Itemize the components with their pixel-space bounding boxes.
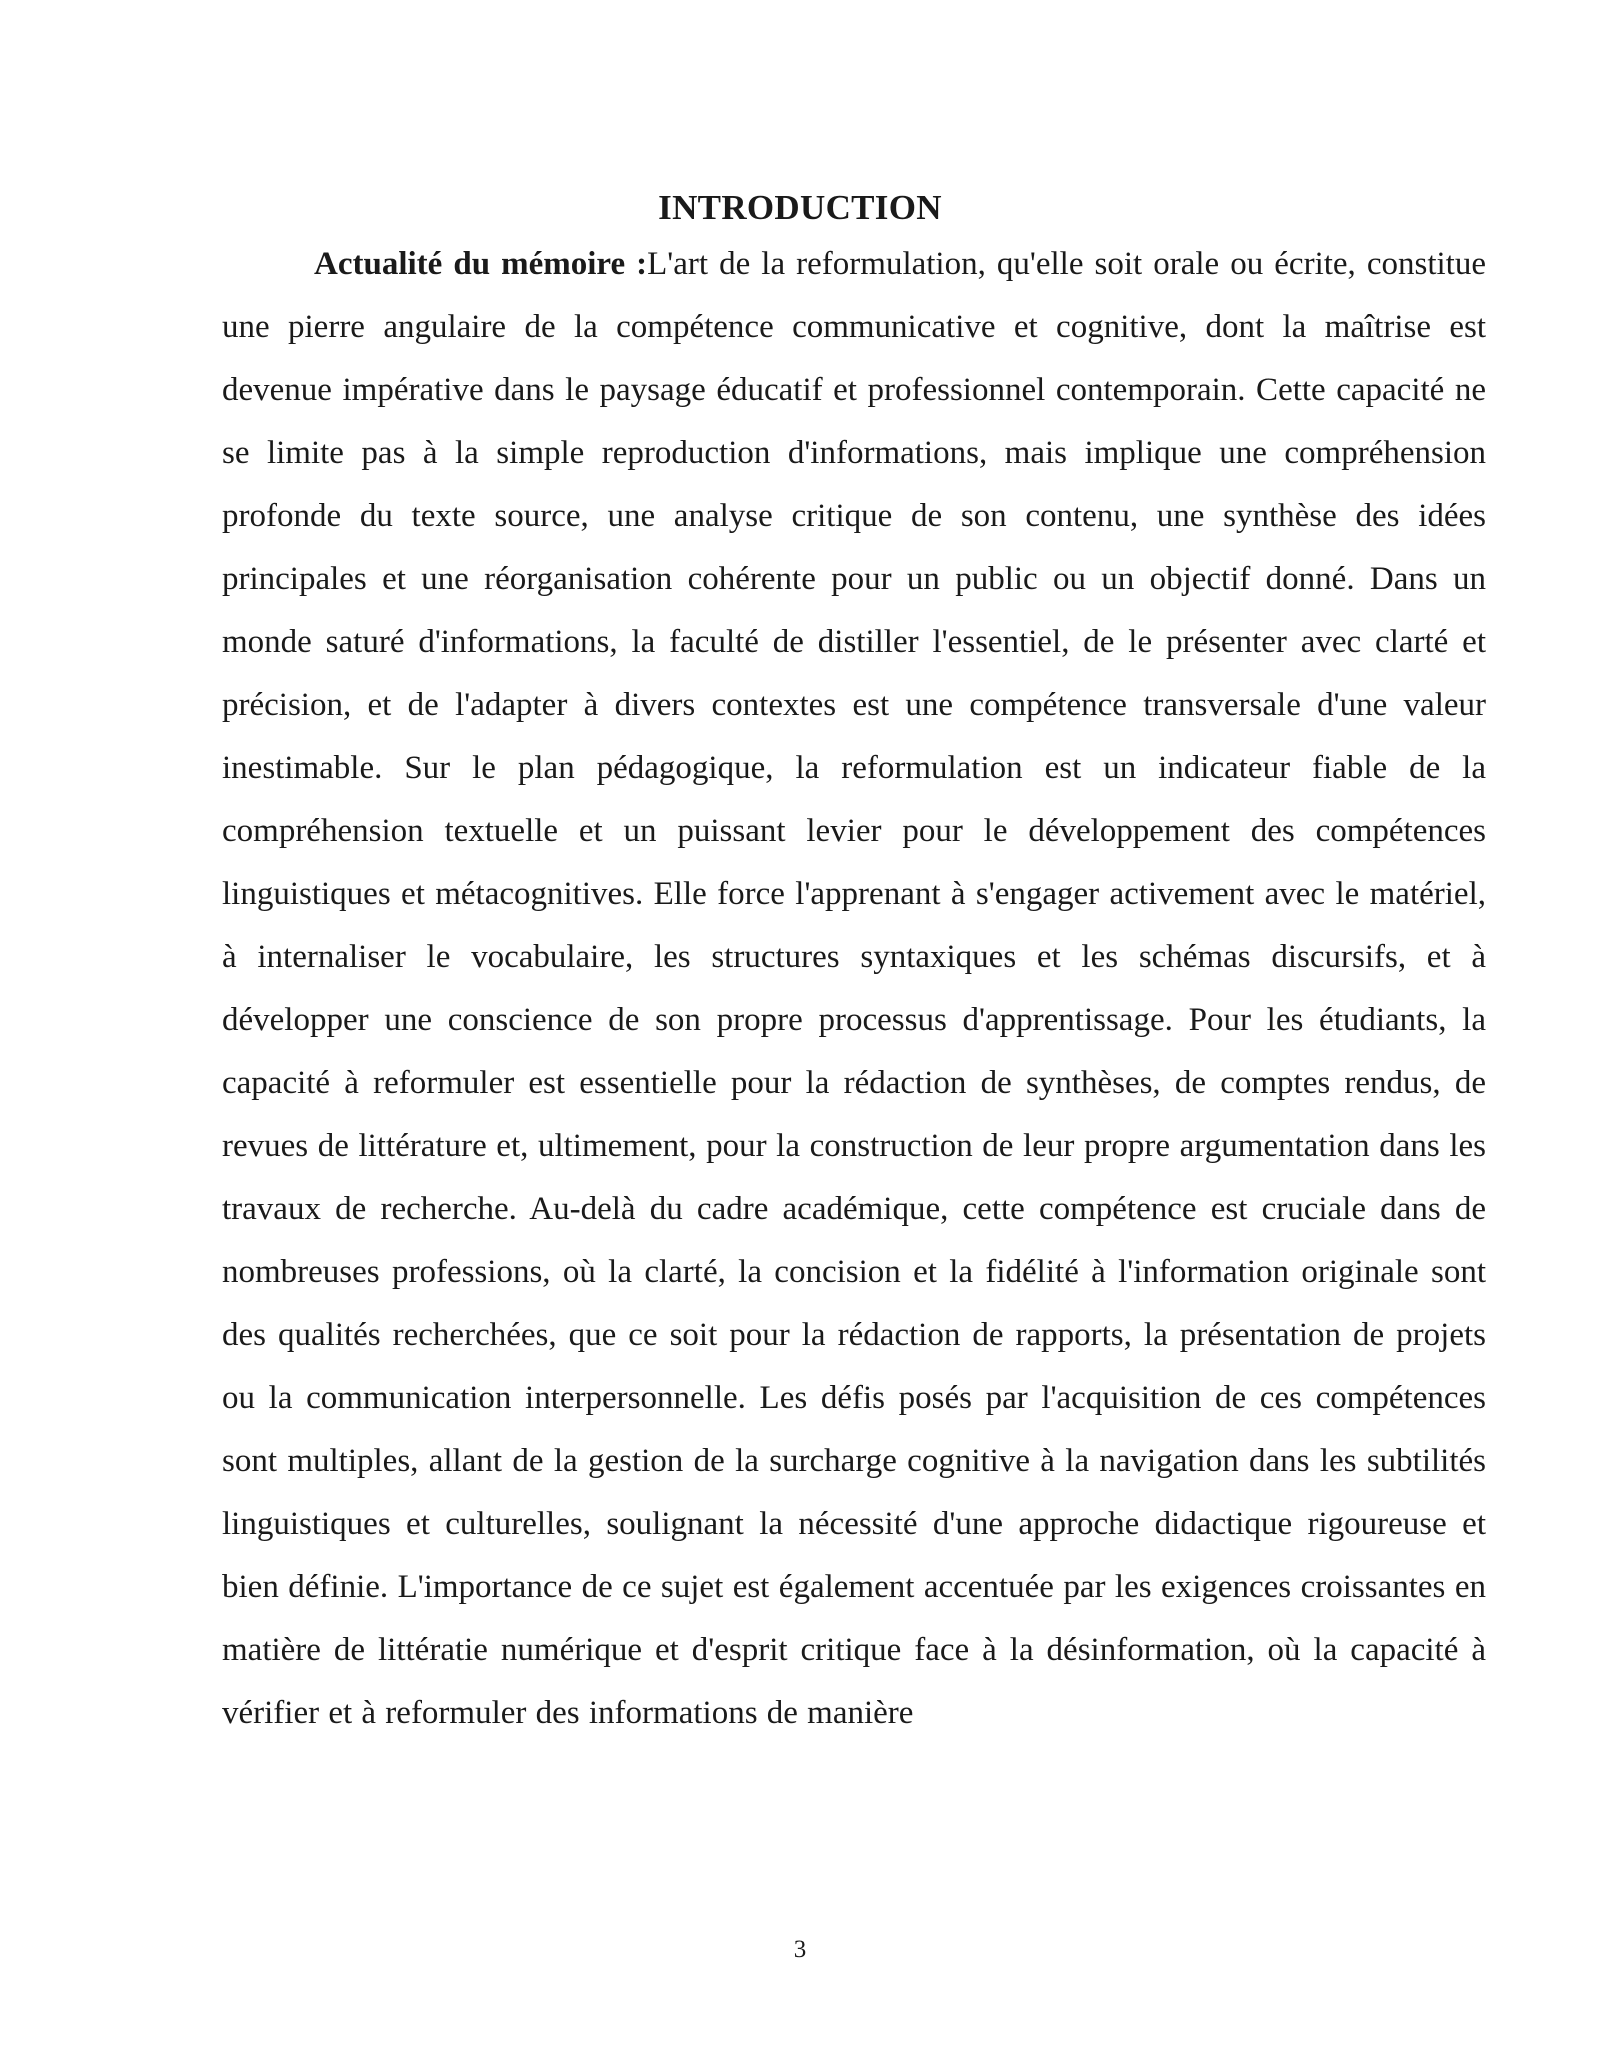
paragraph-lead: Actualité du mémoire :	[314, 246, 648, 282]
paragraph-body: L'art de la reformulation, qu'elle soit orale ou écrite, constitue une pierre angulaire de la compétence communicative et cognitive, dont la maîtrise est devenue impérative dans le paysage éducatif et professionnel contemporain. Cette capacité ne se limite pas à la simple reproduction d'informations, mais implique une compréhension profonde du texte source, une analyse critique de son contenu, une synthèse des idées principales et une réorganisation cohérente pour un public ou un objectif donné. Dans un monde saturé d'informations, la faculté de distiller l'essentiel, de le présenter avec clarté et précision, et de l'adapter à divers contextes est une compétence transversale d'une valeur inestimable. Sur le plan pédagogique, la reformulation est un indicateur fiable de la compréhension textuelle et un puissant levier pour le développement des compétences linguistiques et métacognitives. Elle force l'apprenant à s'engager activement avec le matériel, à internaliser le vocabulaire, les structures syntaxiques et les schémas discursifs, et à développer une conscience de son propre processus d'apprentissage. Pour les étudiants, la capacité à reformuler est essentielle pour la rédaction de synthèses, de comptes rendus, de revues de littérature et, ultimement, pour la construction de leur propre argumentation dans les travaux de recherche. Au-delà du cadre académique, cette compétence est cruciale dans de nombreuses professions, où la clarté, la concision et la fidélité à l'information originale sont des qualités recherchées, que ce soit pour la rédaction de rapports, la présentation de projets ou la communication interpersonnelle. Les défis posés par l'acquisition de ces compétences sont multiples, allant de la gestion de la surcharge cognitive à la navigation dans les subtilités linguistiques et culturelles, soulignant la nécessité d'une approche didactique rigoureuse et bien définie. L'importance de ce sujet est également accentuée par les exigences croissantes en matière de littératie numérique et d'esprit critique face à la désinformation, où la capacité à vérifier et à reformuler des informations de manière	[222, 246, 1486, 1731]
page-title: INTRODUCTION	[658, 188, 942, 227]
page-number: 3	[793, 1936, 807, 1963]
body-paragraph	[222, 233, 1486, 1745]
